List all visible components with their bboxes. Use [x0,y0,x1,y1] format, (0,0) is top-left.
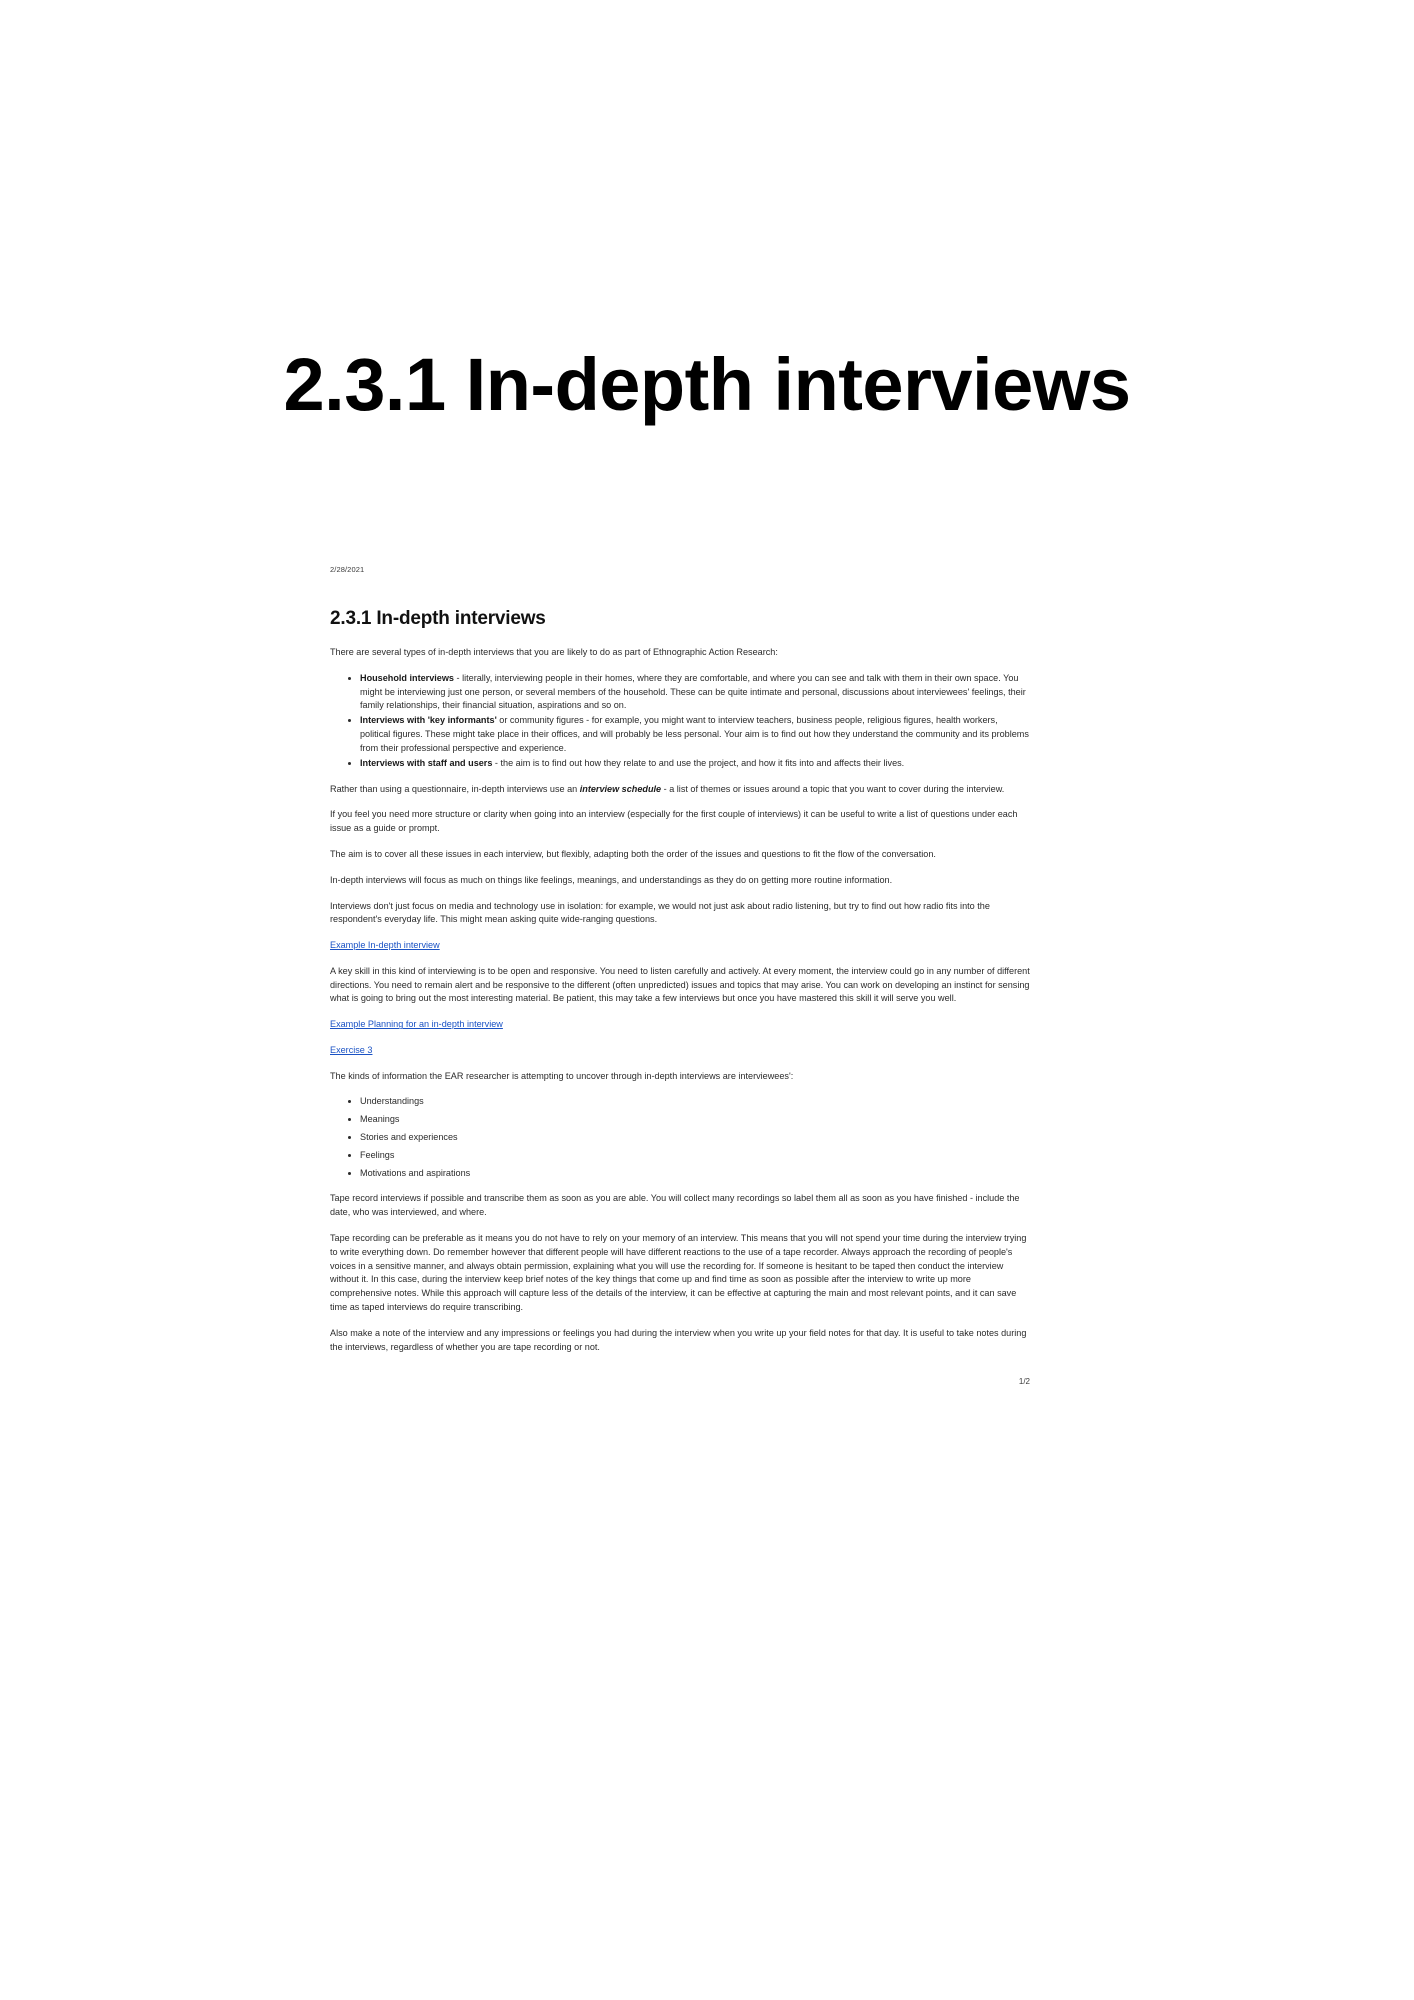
field-notes-paragraph: Also make a note of the interview and any impressions or feelings you had during the interview when you write up your field notes for that day. It is useful to take notes during the interviews, regardless of whether you are tape recording or not. [330,1327,1027,1352]
schedule-emphasis: interview schedule [579,783,662,794]
list-item [360,672,1030,713]
type-text: - literally, interviewing people in their homes, where they are comfortable, and where you can see and talk with them in their own space. You might be interviewing just one person, or several members of the household. These can be quite intimate and personal, discussions about interviewees' feelings, their family relationships, their financial situation, aspirations and so on. [360,672,1026,711]
list-item: • Understandings [360,1095,1030,1109]
kinds-of-information-paragraph: The kinds of information the EAR researcher is attempting to uncover through in-depth interviews are interviewees': [330,1070,794,1081]
scanned-document [330,565,1030,1386]
schedule-text-pre: Rather than using a questionnaire, in-depth interviews use an [330,783,580,794]
aim-paragraph: The aim is to cover all these issues in each interview, but flexibly, adapting both the order of the issues and questions to fit the flow of the conversation. [330,848,936,859]
list-item: • Motivations and aspirations [360,1167,1030,1181]
list-item: • Stories and experiences [360,1131,1030,1145]
type-text: or community figures - for example, you might want to interview teachers, business people, religious figures, health workers, political figures. These might take place in their offices, and will probably be less personal. Your aim is to find out how they understand the community and its problems from their professional perspective and experience. [360,715,1029,753]
tape-record-paragraph: Tape record interviews if possible and transcribe them as soon as you are able. You will collect many recordings so label them all as soon as you have finished - include the date, who was interviewed, and where. [330,1193,1020,1218]
poster-title: 2.3.1 In-depth interviews [283,342,1131,426]
document-date: 2/28/2021 [330,565,365,574]
link-example-in-depth-interview[interactable]: Example In-depth interview [330,940,440,951]
type-label: Interviews with staff and users [360,757,493,768]
link-exercise-3[interactable]: Exercise 3 [330,1044,373,1055]
list-item: • Meanings [360,1113,1030,1127]
interview-schedule-paragraph [330,783,1030,797]
type-label: Household interviews [360,672,454,683]
tape-recording-paragraph: Tape recording can be preferable as it means you do not have to rely on your memory of an interview. This means that you will not spend your time during the interview trying to write everything down. Do remember however that different people will have different reactions to the use of a tape recorder. Always approach the recording of people's voices in a sensitive manner, and always obtain permission, explaining what you will use the recording for. If someone is hesitant to be taped then conduct the interview without it. In this case, during the interview keep brief notes of the key things that come up and find time as soon as possible after the interview to write up more comprehensive notes. While this approach will capture less of the details of the interview, it can be effective at capturing the main and most relevant points, and it can save time as taped interviews do require transcribing. [330,1233,1027,1313]
kinds-of-information-list [330,1095,1030,1180]
structure-paragraph: If you feel you need more structure or clarity when going into an interview (especially for the first couple of interviews) it can be useful to write a list of questions under each issue as a guide or prompt. [330,809,1018,834]
page-number: 1/2 [1018,1376,1030,1386]
type-text: - the aim is to find out how they relate to and use the project, and how it fits into and affects their lives. [492,757,905,768]
list-item: • Feelings [360,1149,1030,1163]
link-example-planning[interactable]: Example Planning for an in-depth interview [330,1019,503,1030]
focus-paragraph: In-depth interviews will focus as much on things like feelings, meanings, and understandings as they do on getting more routine information. [330,874,893,885]
type-label: Interviews with 'key informants' [360,715,497,726]
interview-types-list [330,672,1030,771]
key-skill-paragraph: A key skill in this kind of interviewing is to be open and responsive. You need to listen carefully and actively. At every moment, the interview could go in any number of different directions. You need to remain alert and be responsive to the different (often unpredicted) issues and topics that may arise. You can work on developing an instinct for sensing what is going to bring out the most interesting material. Be patient, this may take a few interviews but once you have mastered this skill it will serve you well. [330,965,1030,1004]
list-item [360,757,1030,771]
schedule-text-post: - a list of themes or issues around a topic that you want to cover during the interview. [661,783,1005,794]
media-paragraph: Interviews don't just focus on media and technology use in isolation: for example, we would not just ask about radio listening, but try to find out how radio fits into the respondent's everyday life. This might mean asking quite wide-ranging questions. [330,900,990,925]
intro-paragraph: There are several types of in-depth interviews that you are likely to do as part of Ethnographic Action Research: [330,647,778,657]
document-heading: 2.3.1 In-depth interviews [330,608,546,629]
list-item [360,714,1030,755]
